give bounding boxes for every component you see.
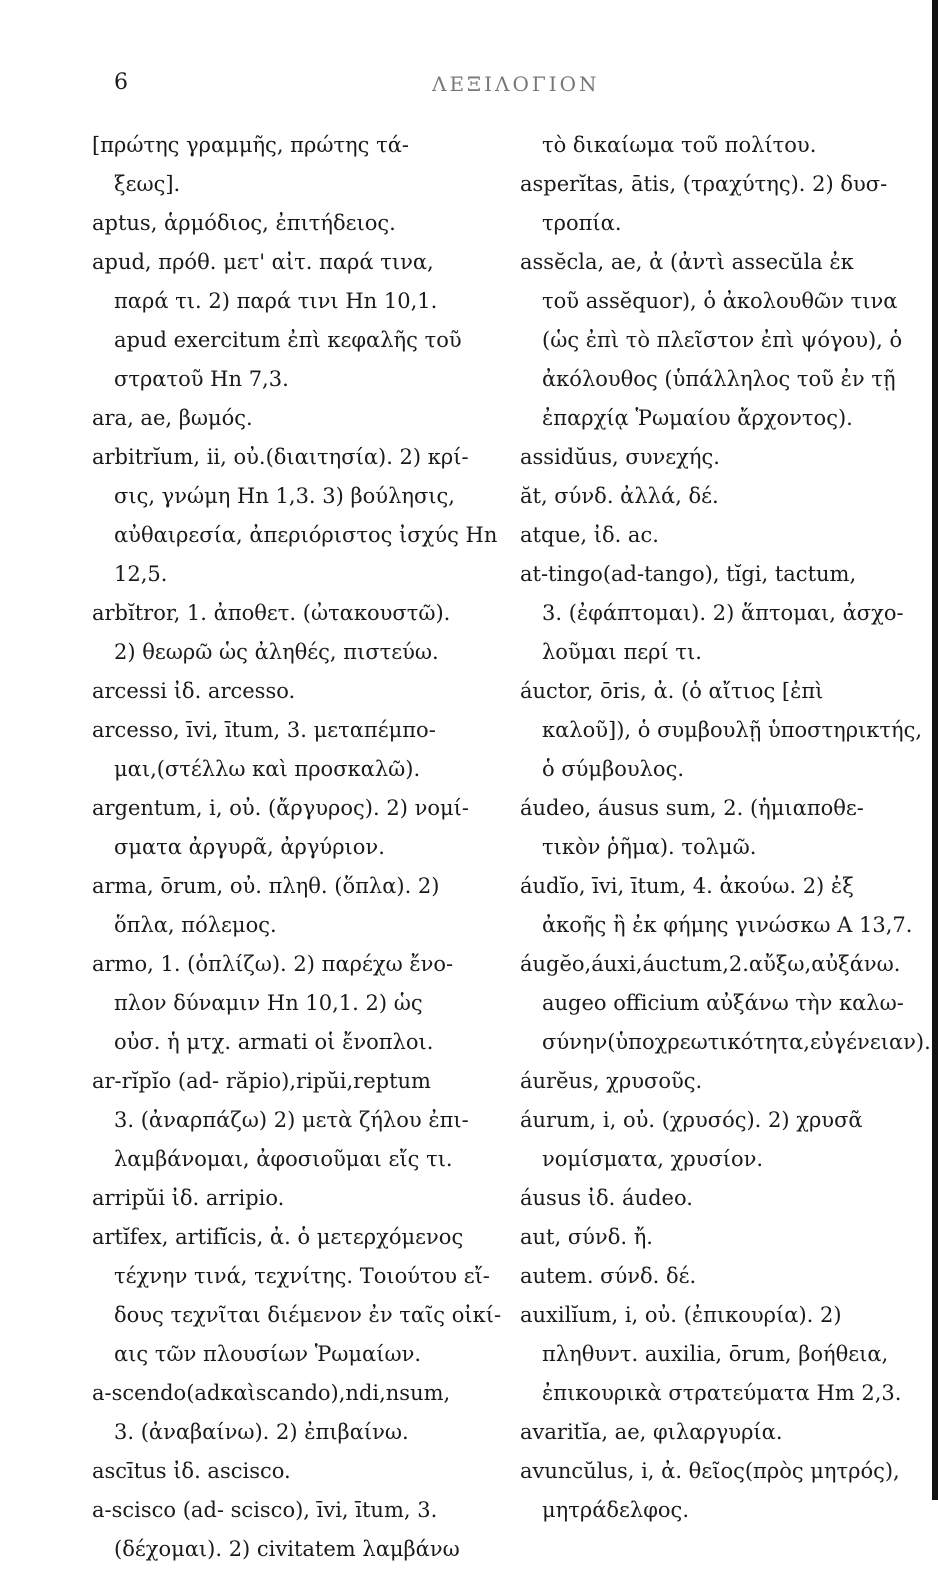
- entry-line: áurĕus, χρυσοῦς.: [520, 1069, 703, 1093]
- entry-line: assĕcla, ae, ἀ (ἀντὶ assecŭla ἐκ: [520, 250, 854, 274]
- entry-continuation-line: 12,5.: [114, 562, 168, 586]
- entry-line: áurum, i, οὐ. (χρυσός). 2) χρυσᾶ: [520, 1108, 863, 1132]
- entry-line: avuncŭlus, i, ἀ. θεῖος(πρὸς μητρός),: [520, 1459, 900, 1483]
- entry-continuation-line: σύνην(ὑποχρεωτικότητα,εὐγένειαν).: [542, 1030, 931, 1054]
- running-title: ΛΕΞΙΛΟΓΙΟΝ: [432, 72, 600, 96]
- entry-continuation-line: ἀκοῆς ἢ ἐκ φήμης γινώσκω Α 13,7.: [542, 913, 913, 937]
- entry-line: at-tingo(ad-tango), tĭgi, tactum,: [520, 562, 857, 586]
- entry-continuation-line: ἐπικουρικὰ στρατεύματα Hm 2,3.: [542, 1381, 902, 1405]
- entry-line: auxilĭum, i, οὐ. (ἐπικουρία). 2): [520, 1303, 842, 1327]
- entry-continuation-line: apud exercitum ἐπὶ κεφαλῆς τοῦ: [114, 328, 462, 352]
- entry-line: aptus, ἁρμόδιος, ἐπιτήδειος.: [92, 211, 396, 235]
- entry-line: aut, σύνδ. ἤ.: [520, 1225, 653, 1249]
- entry-continuation-line: augeo officium αὐξάνω τὴν καλω-: [542, 991, 904, 1015]
- entry-line: arripŭi ἰδ. arripio.: [92, 1186, 285, 1210]
- entry-continuation-line: 3. (ἐφάπτομαι). 2) ἅπτομαι, ἀσχο-: [542, 601, 904, 625]
- entry-line: ara, ae, βωμός.: [92, 406, 253, 430]
- entry-continuation-line: οὐσ. ἡ μτχ. armati οἱ ἔνοπλοι.: [114, 1030, 434, 1054]
- entry-line: asperĭtas, ātis, (τραχύτης). 2) δυσ-: [520, 172, 888, 196]
- entry-continuation-line: ἐπαρχίᾳ Ῥωμαίου ἄρχοντος).: [542, 406, 853, 430]
- entry-line: assidŭus, συνεχής.: [520, 445, 720, 469]
- entry-line: artĭfex, artifĭcis, ἀ. ὁ μετερχόμενος: [92, 1225, 464, 1249]
- page-number: 6: [114, 70, 128, 95]
- entry-continuation-line: ξεως].: [114, 172, 181, 196]
- entry-line: arcessi ἰδ. arcesso.: [92, 679, 296, 703]
- entry-continuation-line: μαι,(στέλλω καὶ προσκαλῶ).: [114, 757, 421, 781]
- page-edge-shadow: [932, 0, 938, 1500]
- entry-continuation-line: (ὡς ἐπὶ τὸ πλεῖστον ἐπὶ ψόγου), ὁ: [542, 328, 903, 352]
- entry-line: ar-rĭpĭo (ad- răpio),ripŭi,reptum: [92, 1069, 431, 1093]
- entry-line: [πρώτης γραμμῆς, πρώτης τά-: [92, 133, 409, 157]
- entry-continuation-line: τοῦ assĕquor), ὁ ἀκολουθῶν τινα: [542, 289, 898, 313]
- entry-continuation-line: σματα ἀργυρᾶ, ἀργύριον.: [114, 835, 385, 859]
- entry-continuation-line: (δέχομαι). 2) civitatem λαμβάνω: [114, 1537, 460, 1561]
- entry-continuation-line: ὅπλα, πόλεμος.: [114, 913, 277, 937]
- left-column: [88, 126, 503, 1569]
- entry-continuation-line: καλοῦ]), ὁ συμβουλῇ ὑποστηρικτής,: [542, 718, 923, 742]
- entry-line: áusus ἰδ. áudeo.: [520, 1186, 693, 1210]
- entry-continuation-line: στρατοῦ Hn 7,3.: [114, 367, 289, 391]
- entry-line: arbitrĭum, ii, οὐ.(διαιτησία). 2) κρί-: [92, 445, 469, 469]
- entry-line: áuctor, ōris, ἀ. (ὁ αἴτιος [ἐπὶ: [520, 679, 824, 703]
- entry-line: áudeo, áusus sum, 2. (ἡμιαποθε-: [520, 796, 864, 820]
- entry-continuation-line: δους τεχνῖται διέμενον ἐν ταῖς οἰκί-: [114, 1303, 502, 1327]
- entry-continuation-line: 3. (ἀναβαίνω). 2) ἐπιβαίνω.: [114, 1420, 409, 1444]
- entry-line: áugĕo,áuxi,áuctum,2.αὔξω,αὐξάνω.: [520, 952, 901, 976]
- entry-line: argentum, i, οὐ. (ἄργυρος). 2) νομί-: [92, 796, 469, 820]
- entry-line: autem. σύνδ. δέ.: [520, 1264, 697, 1288]
- entry-continuation-line: νομίσματα, χρυσίον.: [542, 1147, 764, 1171]
- entry-line: ăt, σύνδ. ἀλλά, δέ.: [520, 484, 719, 508]
- entry-line: apud, πρόθ. μετ' αἰτ. παρά τινα,: [92, 250, 434, 274]
- entry-line: avaritĭa, ae, φιλαργυρία.: [520, 1420, 783, 1444]
- entry-line: arcesso, īvi, ītum, 3. μεταπέμπο-: [92, 718, 436, 742]
- entry-continuation-line: λοῦμαι περί τι.: [542, 640, 702, 664]
- entry-continuation-line: πλον δύναμιν Hn 10,1. 2) ὡς: [114, 991, 423, 1015]
- entry-continuation-line: πληθυντ. auxilia, ōrum, βοήθεια,: [542, 1342, 889, 1366]
- entry-line: áudĭo, īvi, ītum, 4. ἀκούω. 2) ἐξ: [520, 874, 854, 898]
- entry-continuation-line: 3. (ἀναρπάζω) 2) μετὰ ζήλου ἐπι-: [114, 1108, 469, 1132]
- entry-continuation-line: ἀκόλουθος (ὑπάλληλος τοῦ ἐν τῇ: [542, 367, 896, 391]
- entry-line: ascītus ἰδ. ascisco.: [92, 1459, 291, 1483]
- entry-line: a-scisco (ad- scisco), īvi, ītum, 3.: [92, 1498, 438, 1522]
- entry-continuation-line: 2) θεωρῶ ὡς ἀληθές, πιστεύω.: [114, 640, 439, 664]
- entry-continuation-line: παρά τι. 2) παρά τινι Hn 10,1.: [114, 289, 438, 313]
- entry-continuation-line: τέχνην τινά, τεχνίτης. Τοιούτου εἴ-: [114, 1264, 490, 1288]
- entry-continuation-line: αις τῶν πλουσίων Ῥωμαίων.: [114, 1342, 422, 1366]
- right-column: [516, 126, 932, 1530]
- entry-continuation-line: σις, γνώμη Hn 1,3. 3) βούλησις,: [114, 484, 455, 508]
- entry-continuation-line: αὐθαιρεσία, ἀπεριόριστος ἰσχύς Hn: [114, 523, 498, 547]
- entry-continuation-line: τὸ δικαίωμα τοῦ πολίτου.: [542, 133, 817, 157]
- entry-line: armo, 1. (ὁπλίζω). 2) παρέχω ἔνο-: [92, 952, 454, 976]
- entry-continuation-line: μητράδελφος.: [542, 1498, 689, 1522]
- entry-line: arma, ōrum, οὐ. πληθ. (ὅπλα). 2): [92, 874, 440, 898]
- entry-continuation-line: λαμβάνομαι, ἀφοσιοῦμαι εἴς τι.: [114, 1147, 453, 1171]
- entry-continuation-line: τικὸν ῥῆμα). τολμῶ.: [542, 835, 757, 859]
- entry-continuation-line: τροπία.: [542, 211, 622, 235]
- entry-line: a-scendo(adκαὶscando),ndi,nsum,: [92, 1381, 451, 1405]
- entry-line: atque, ἰδ. ac.: [520, 523, 659, 547]
- entry-continuation-line: ὁ σύμβουλος.: [542, 757, 685, 781]
- entry-line: arbĭtror, 1. ἀποθετ. (ὠτακουστῶ).: [92, 601, 451, 625]
- page-header: [0, 68, 938, 102]
